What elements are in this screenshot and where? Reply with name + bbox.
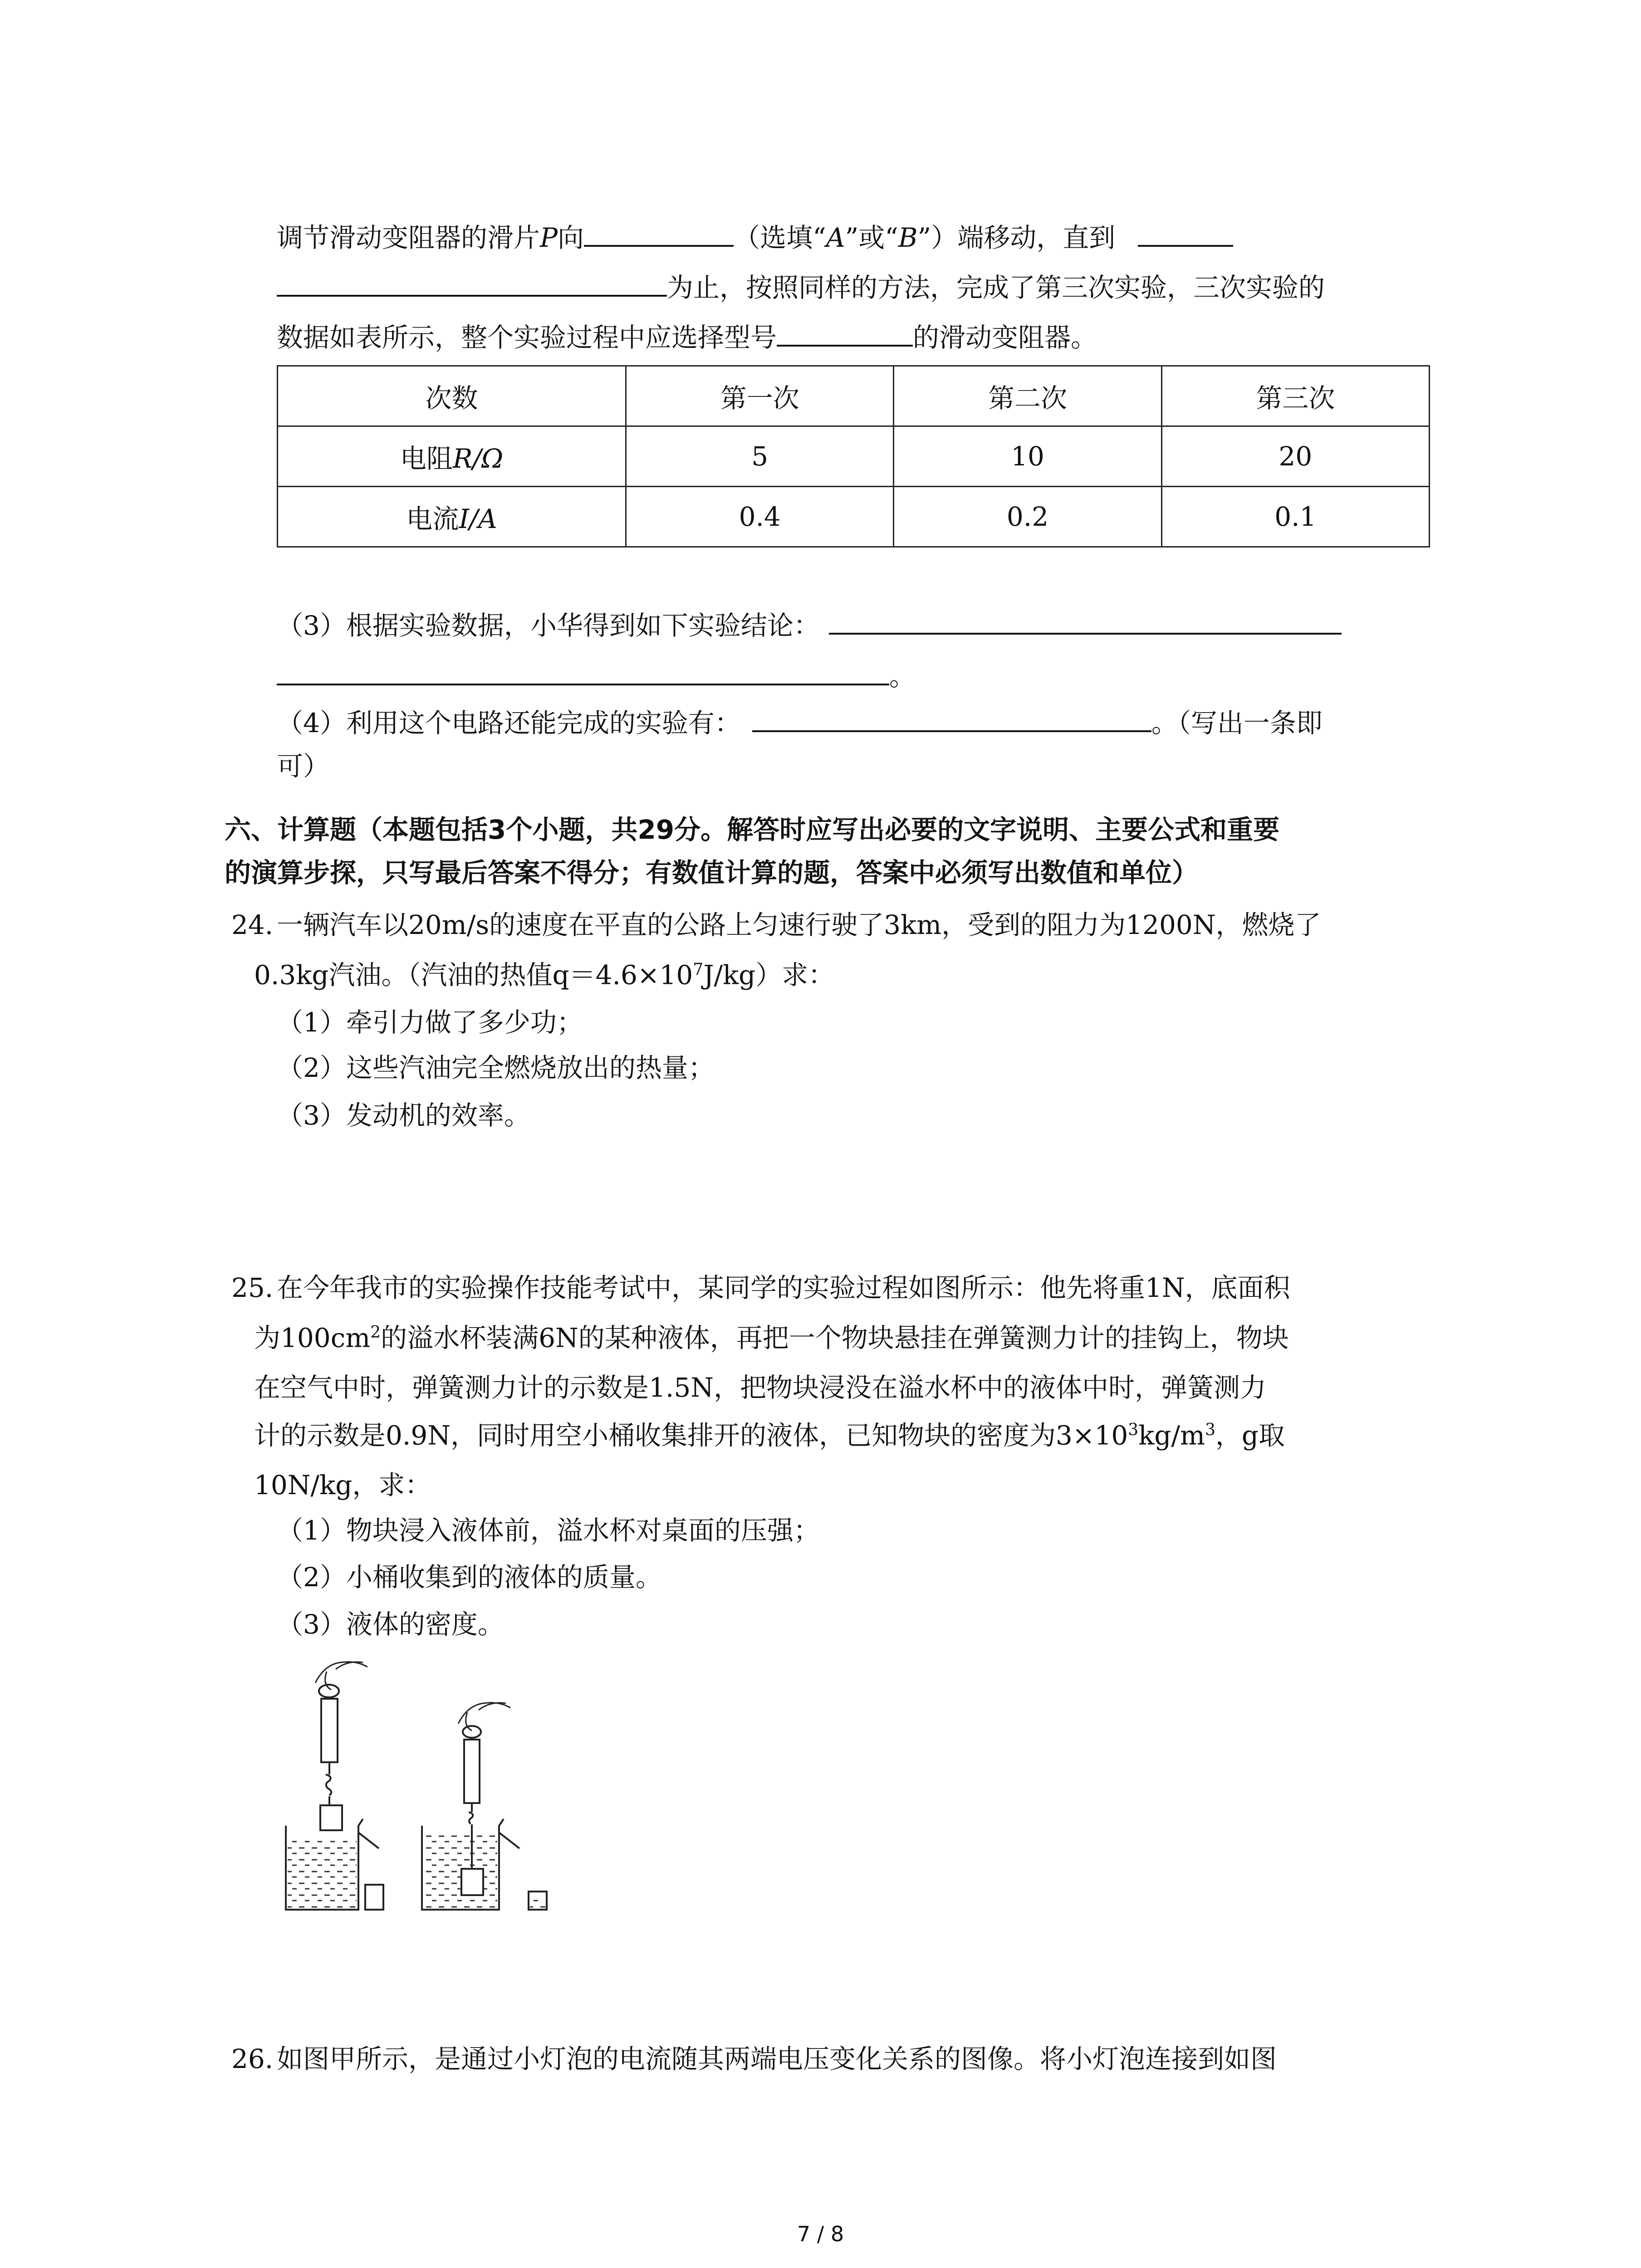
overflow-cup-experiment-figure (272, 1656, 599, 1950)
q25-exponent-1: 2 (370, 1323, 381, 1342)
table-cell: 5 (626, 426, 894, 487)
q24-exponent: 7 (693, 960, 704, 979)
q24-line-2 (254, 959, 835, 991)
row-label-symbol: I/A (459, 503, 497, 534)
table-cell: 20 (1161, 426, 1429, 487)
intro-l2: 为止，按照同样的方法，完成了第三次实验，三次实验的 (667, 272, 1325, 303)
data-table (277, 365, 1430, 547)
table-row (278, 426, 1430, 487)
q24-sub-1: （1）牵引力做了多少功； (277, 1007, 583, 1038)
q4-continued: 可） (277, 751, 330, 782)
q3-line-2 (277, 661, 916, 692)
q25-line-4b: kg/m (1138, 1420, 1205, 1451)
q25-number: 25. (231, 1272, 274, 1303)
answer-blank-2b[interactable] (277, 295, 667, 297)
q4-line-1 (277, 710, 1323, 736)
table-cell: 10 (894, 426, 1161, 487)
q24-line-1: 一辆汽车以20m/s的速度在平直的公路上匀速行驶了3km，受到的阻力为1200N，燃烧了 (277, 909, 1321, 940)
intro-l1f: ”或“ (845, 222, 898, 253)
intro-l3a: 数据如表所示，整个实验过程中应选择型号 (277, 322, 777, 353)
section-6-heading-line-1: 六、计算题（本题包括3个小题，共29分。解答时应写出必要的文字说明、主要公式和重要 (225, 814, 1280, 845)
intro-l1d: （选填“ (734, 222, 826, 253)
q24-line-2a: 0.3kg汽油。（汽油的热值q＝4.6×10 (254, 959, 693, 991)
q4-text: （4）利用这个电路还能完成的实验有： (277, 708, 741, 738)
page-number: 7 / 8 (797, 2222, 844, 2246)
q25-line-4c: ，g取 (1215, 1420, 1285, 1451)
q25-sub-3: （3）液体的密度。 (277, 1609, 504, 1640)
q25-line-1: 在今年我市的实验操作技能考试中，某同学的实验过程如图所示：他先将重1N，底面积 (277, 1272, 1290, 1303)
slider-p-symbol: P (540, 222, 558, 253)
q25-exponent-2: 3 (1128, 1421, 1139, 1439)
row-label-pre: 电阻 (400, 443, 453, 474)
intro-l1g: B (898, 222, 918, 253)
q3-line-1 (277, 612, 1342, 639)
table-header-cell: 第一次 (626, 366, 894, 426)
answer-blank-3[interactable] (777, 345, 913, 347)
q24-sub-3: （3）发动机的效率。 (277, 1100, 530, 1131)
table-row (278, 487, 1430, 547)
intro-line-3 (277, 324, 1097, 351)
table-header-cell: 第三次 (1161, 366, 1429, 426)
q25-line-4 (254, 1420, 1285, 1451)
answer-blank-2a[interactable] (1138, 245, 1233, 247)
row-label-pre: 电流 (406, 503, 459, 534)
table-header-cell: 第二次 (894, 366, 1161, 426)
q25-exponent-3: 3 (1205, 1421, 1215, 1439)
intro-l1h: ”）端移动，直到 (917, 222, 1116, 253)
table-cell: 0.1 (1161, 487, 1429, 547)
table-header-cell: 次数 (278, 366, 626, 426)
setup-left (286, 1662, 383, 1910)
q3-end: 。 (889, 661, 916, 692)
q26-number: 26. (231, 2043, 274, 2074)
q24-sub-2: （2）这些汽油完全燃烧放出的热量； (277, 1052, 715, 1083)
q4-answer-blank[interactable] (752, 730, 1151, 732)
setup-right (422, 1703, 547, 1910)
q25-line-4a: 计的示数是0.9N，同时用空小桶收集排开的液体，已知物块的密度为3×10 (254, 1420, 1128, 1451)
q24-line-2b: J/kg）求： (703, 959, 835, 991)
intro-l1c: 向 (558, 222, 584, 253)
answer-blank-1[interactable] (584, 245, 734, 247)
table-cell: 0.2 (894, 487, 1161, 547)
q25-line-2b: 的溢水杯装满6N的某种液体，再把一个物块悬挂在弹簧测力计的挂钩上，物块 (381, 1322, 1289, 1354)
intro-l3b: 的滑动变阻器。 (913, 322, 1097, 353)
q3-answer-blank-a[interactable] (829, 633, 1342, 635)
table-header-row (278, 366, 1430, 426)
q25-line-5: 10N/kg，求： (254, 1470, 431, 1501)
q25-line-3: 在空气中时，弹簧测力计的示数是1.5N，把物块浸没在溢水杯中的液体中时，弹簧测力 (254, 1372, 1266, 1403)
q3-answer-blank-b[interactable] (277, 684, 889, 685)
row-label-symbol: R/Ω (452, 443, 504, 474)
section-6-heading-line-2: 的演算步探，只写最后答案不得分；有数值计算的题，答案中必须写出数值和单位） (225, 857, 1199, 888)
q24-number: 24. (231, 909, 274, 940)
q4-end: 。（写出一条即 (1151, 708, 1323, 738)
q26-line-1: 如图甲所示，是通过小灯泡的电流随其两端电压变化关系的图像。将小灯泡连接到如图 (277, 2043, 1277, 2074)
row-label-current (278, 487, 626, 547)
intro-l1a: 调节滑动变阻器的滑片 (277, 222, 540, 253)
intro-line-1 (277, 222, 1233, 253)
q25-sub-2: （2）小桶收集到的液体的质量。 (277, 1562, 662, 1593)
table-cell: 0.4 (626, 487, 894, 547)
q25-line-2 (254, 1322, 1289, 1354)
q25-line-2a: 为100cm (254, 1322, 371, 1354)
intro-line-2 (277, 274, 1325, 301)
intro-l1e: A (826, 222, 845, 253)
q25-sub-1: （1）物块浸入液体前，溢水杯对桌面的压强； (277, 1515, 820, 1546)
row-label-resistance (278, 426, 626, 487)
q3-text: （3）根据实验数据，小华得到如下实验结论： (277, 610, 820, 641)
